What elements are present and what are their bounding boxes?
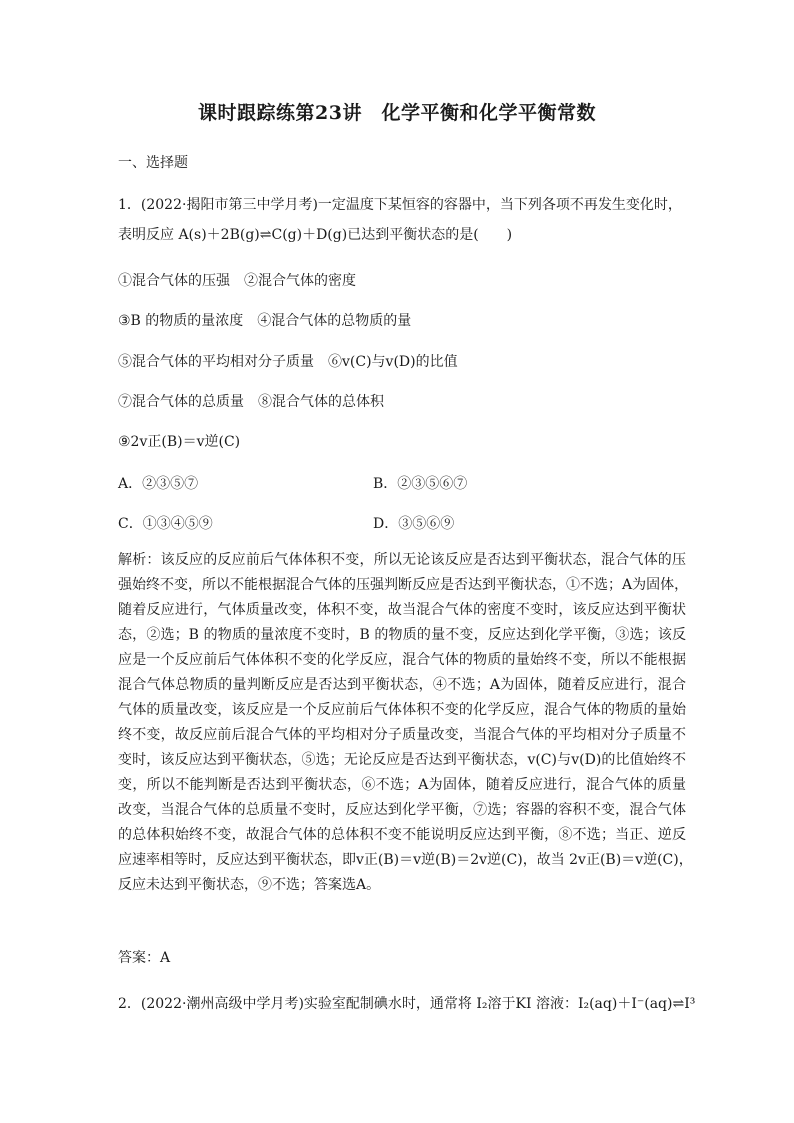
analysis-line: 变时，该反应达到平衡状态，⑤选；无论反应是否达到平衡状态，v(C)与v(D)的比值始终不 <box>118 752 686 768</box>
q1-item-line: ⑤混合气体的平均相对分子质量 ⑥v(C)与v(D)的比值 <box>118 354 458 370</box>
q1-option-c: C．①③④⑤⑨ <box>118 516 213 532</box>
q1-option-d: D．③⑤⑥⑨ <box>373 516 455 532</box>
q2-stem-line-1: 2．(2022·潮州高级中学月考)实验室配制碘水时，通常将 I₂溶于KI 溶液：I₂(aq)＋I⁻(aq)⇌I³ <box>118 996 696 1012</box>
q1-stem-line-2: 表明反应 A(s)＋2B(g)⇌C(g)＋D(g)已达到平衡状态的是( ) <box>118 227 513 243</box>
analysis-line: 的总体积始终不变，故混合气体的总体积不变不能说明反应达到平衡，⑧不选；当正、逆反 <box>118 827 686 843</box>
q1-item-line: ⑨2v正(B)＝v逆(C) <box>118 434 241 450</box>
q1-option-b: B．②③⑤⑥⑦ <box>373 476 468 492</box>
analysis-line: 随着反应进行，气体质量改变，体积不变，故当混合气体的密度不变时，该反应达到平衡状 <box>118 602 686 618</box>
analysis-line: 强始终不变，所以不能根据混合气体的压强判断反应是否达到平衡状态，①不选；A为固体， <box>118 577 689 593</box>
q1-answer: 答案：A <box>118 950 171 966</box>
analysis-line: 应速率相等时，反应达到平衡状态，即v正(B)＝v逆(B)＝2v逆(C)，故当 2v正(B)＝v逆(C)， <box>118 852 693 868</box>
analysis-line: 应是一个反应前后气体体积不变的化学反应，混合气体的物质的量始终不变，所以不能根据 <box>118 652 686 668</box>
section-heading: 一、选择题 <box>118 155 188 171</box>
analysis-line: 解析：该反应的反应前后气体体积不变，所以无论该反应是否达到平衡状态，混合气体的压 <box>118 552 686 568</box>
q1-item-line: ⑦混合气体的总质量 ⑧混合气体的总体积 <box>118 394 384 410</box>
analysis-line: 混合气体总物质的量判断反应是否达到平衡状态，④不选；A为固体，随着反应进行，混合 <box>118 677 686 693</box>
analysis-line: 反应未达到平衡状态，⑨不选；答案选A。 <box>118 877 381 893</box>
q1-analysis <box>118 548 693 898</box>
analysis-line: 气体的质量改变，该反应是一个反应前后气体体积不变的化学反应，混合气体的物质的量始 <box>118 702 686 718</box>
analysis-line: 终不变，故反应前后混合气体的平均相对分子质量改变，当混合气体的平均相对分子质量不 <box>118 727 686 743</box>
q1-option-a: A．②③⑤⑦ <box>118 476 199 492</box>
q1-item-line: ③B 的物质的量浓度 ④混合气体的总物质的量 <box>118 313 412 329</box>
analysis-line: 变，所以不能判断是否达到平衡状态，⑥不选；A为固体，随着反应进行，混合气体的质量 <box>118 777 686 793</box>
analysis-line: 改变，当混合气体的总质量不变时，反应达到化学平衡，⑦选；容器的容积不变，混合气体 <box>118 802 686 818</box>
analysis-line: 态，②选；B 的物质的量浓度不变时，B 的物质的量不变，反应达到化学平衡，③选；该反 <box>118 627 686 643</box>
page-title: 课时跟踪练第23讲 化学平衡和化学平衡常数 <box>198 102 596 124</box>
q1-stem-line-1: 1．(2022·揭阳市第三中学月考)一定温度下某恒容的容器中，当下列各项不再发生变化时， <box>118 197 682 213</box>
q1-item-line: ①混合气体的压强 ②混合气体的密度 <box>118 273 356 289</box>
